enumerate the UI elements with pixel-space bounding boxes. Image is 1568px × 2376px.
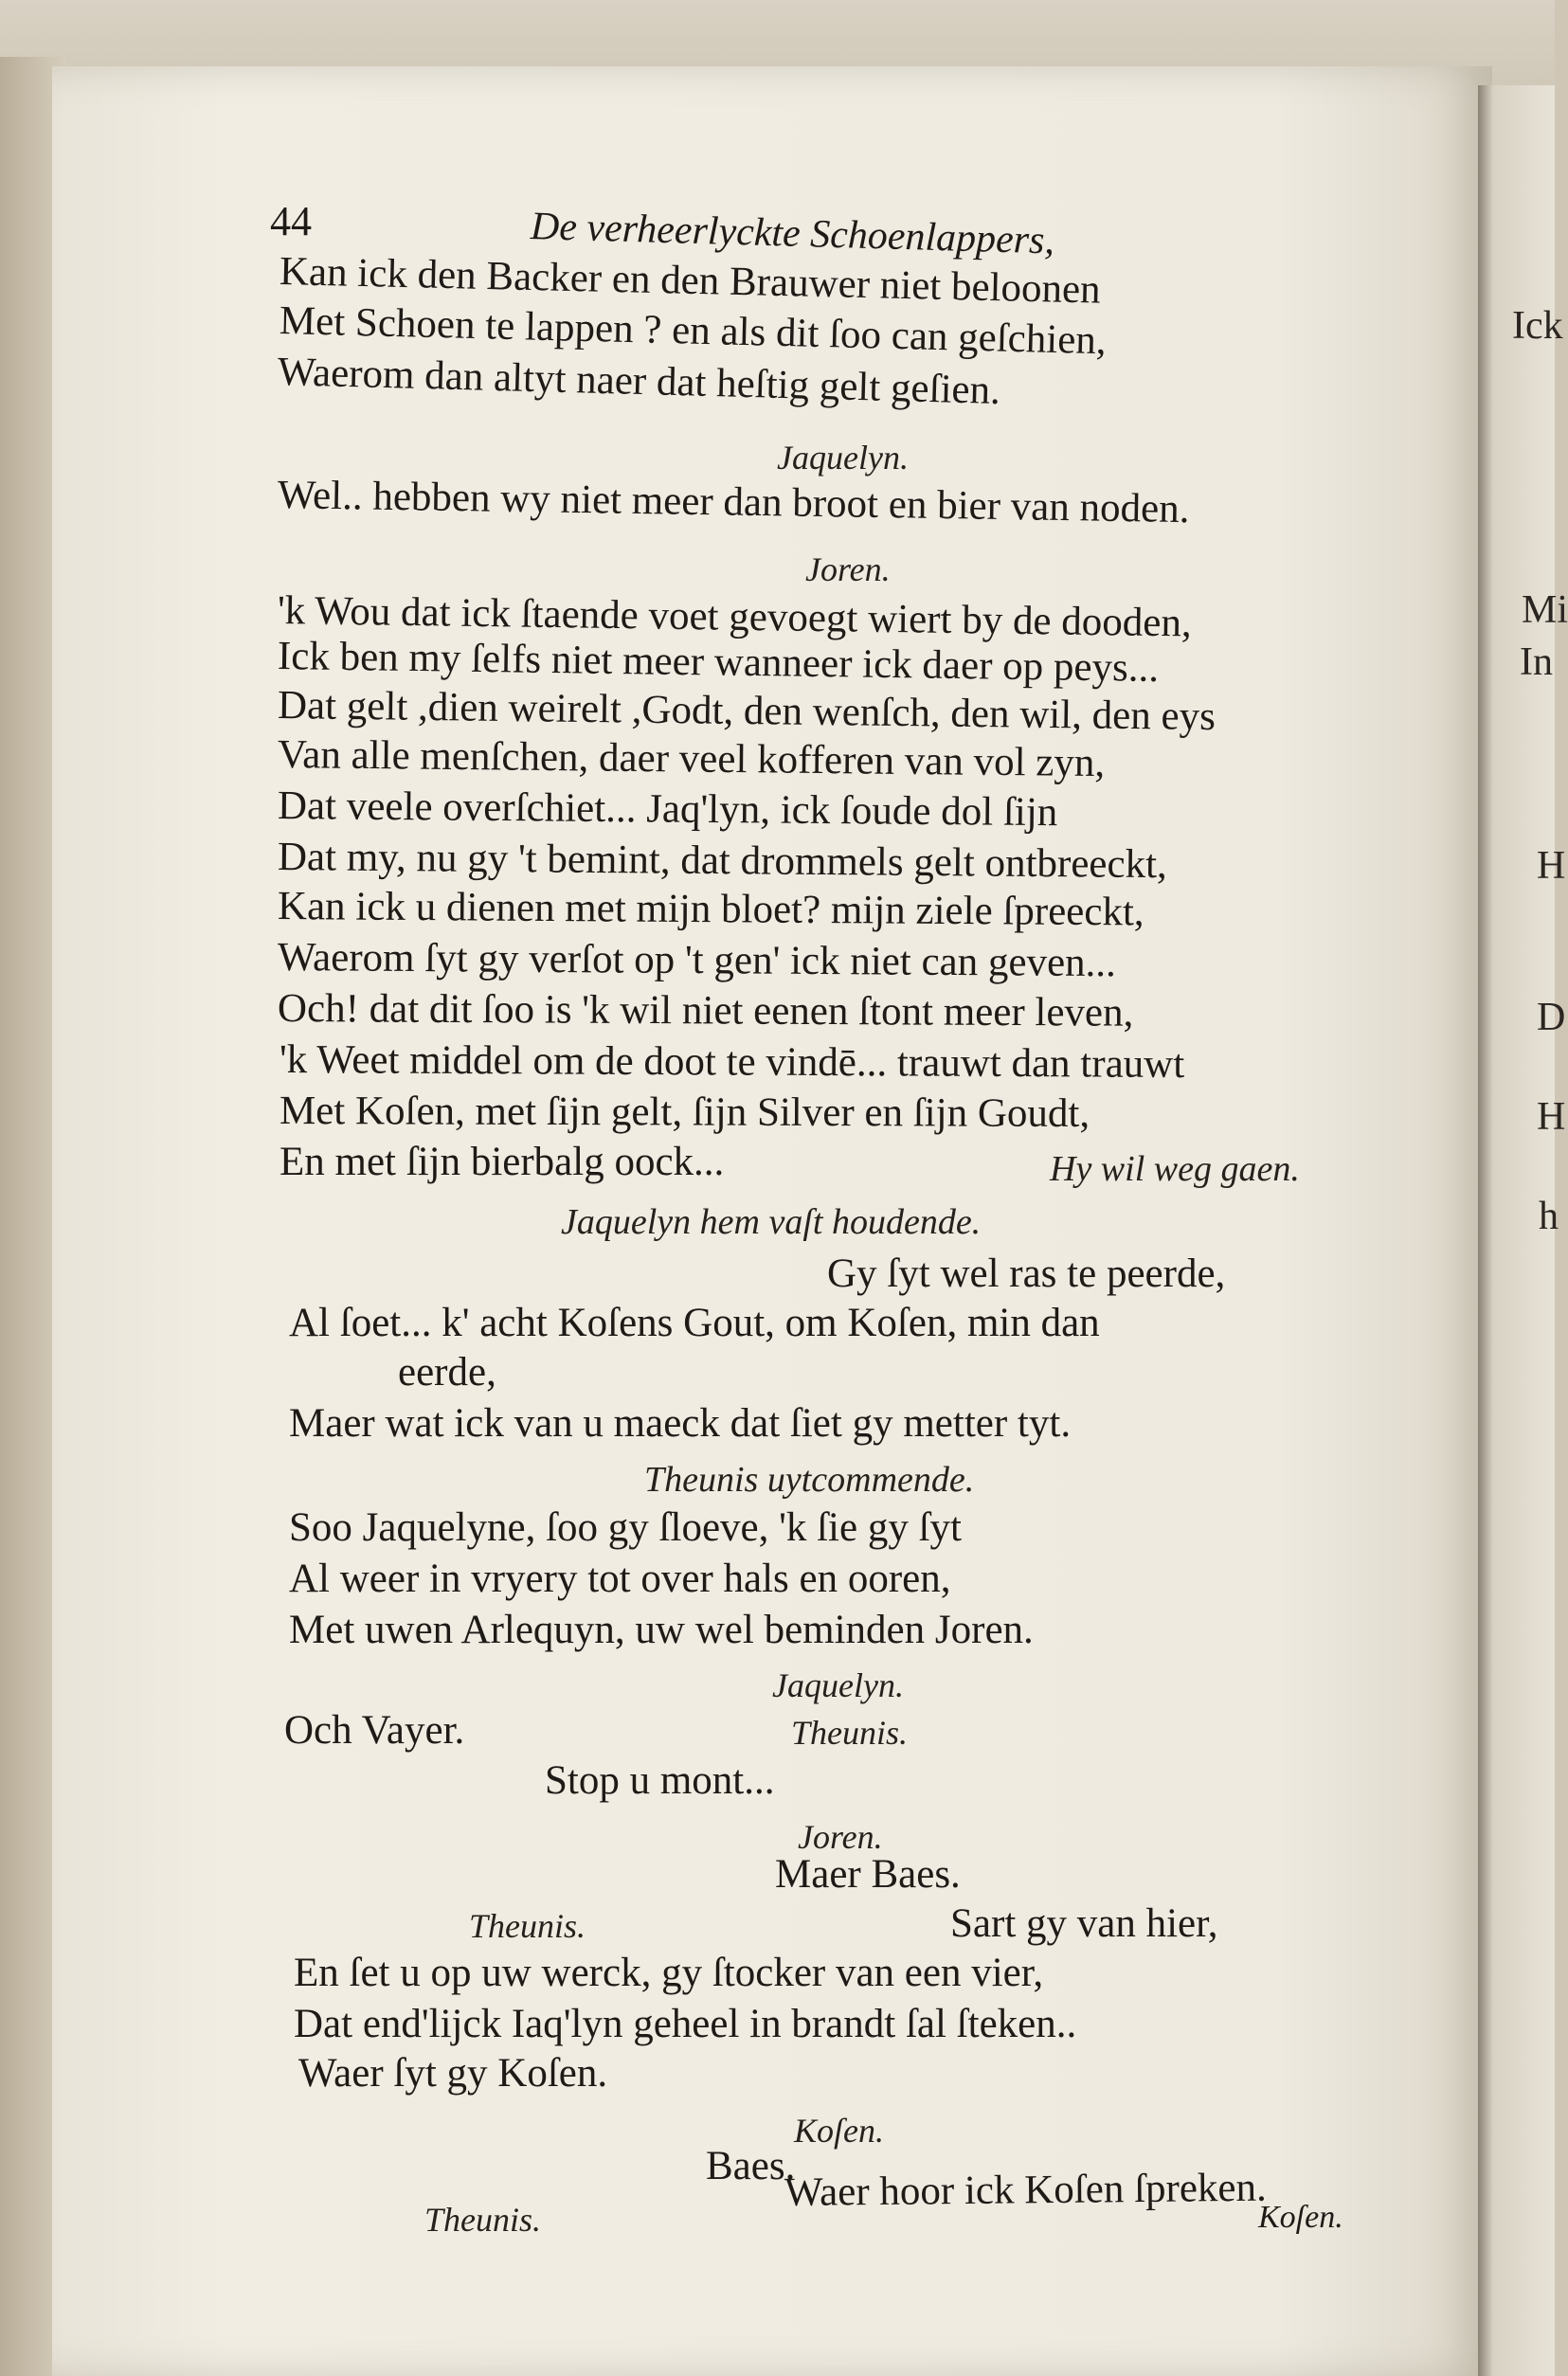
verse-line: Kan ick den Backer en den Brauwer niet beloonen <box>279 249 1102 313</box>
verse-line: Kan ick u dienen met mijn bloet? mijn ziele ſpreeckt, <box>277 884 1144 935</box>
page-number: 44 <box>270 198 312 244</box>
verse-line: Met Schoen te lappen ? en als dit ſoo can geſchien, <box>279 298 1108 364</box>
verse-line: Waerom dan altyt naer dat heſtig gelt geſien. <box>277 350 1001 413</box>
verse-line: Maer wat ick van u maeck dat ſiet gy metter tyt. <box>289 1401 1072 1446</box>
verse-line: Och! dat dit ſoo is 'k wil niet eenen ſtont meer leven, <box>277 986 1134 1035</box>
verse-line: Gy ſyt wel ras te peerde, <box>827 1251 1226 1296</box>
verse-line: Wel.. hebben wy niet meer dan broot en bier van noden. <box>277 473 1190 532</box>
facing-page-fragment: In <box>1520 640 1553 684</box>
verse-line: Dat veele overſchiet... Jaq'lyn, ick ſoude dol ſijn <box>277 783 1058 836</box>
verse-line: 'k Weet middel om de doot te vindē... trauwt dan trauwt <box>279 1037 1185 1088</box>
speaker-name: Theunis. <box>469 1907 586 1945</box>
stage-direction: Jaquelyn hem vaſt houdende. <box>561 1202 982 1242</box>
verse-line: En met ſijn bierbalg oock... <box>279 1140 725 1184</box>
speaker-name: Koſen. <box>794 2112 884 2150</box>
speaker-name: Jaquelyn. <box>772 1666 904 1704</box>
verse-line: Soo Jaquelyne, ſoo gy ſloeve, 'k ſie gy ſyt <box>289 1505 962 1550</box>
verse-line: eerde, <box>398 1350 496 1395</box>
verse-line: Waerom ſyt gy verſot op 't gen' ick niet can geven... <box>277 935 1117 986</box>
verse-line: Al weer in vryery tot over hals en ooren, <box>289 1557 951 1601</box>
verse-line: Waer hoor ick Koſen ſpreken. <box>784 2165 1267 2215</box>
verse-line: Ick ben my ſelfs niet meer wanneer ick daer op peys... <box>277 634 1160 691</box>
verse-line: En ſet u op uw werck, gy ſtocker van een vier, <box>294 1951 1044 1995</box>
facing-page-fragment: H <box>1537 844 1566 888</box>
verse-line: Stop u mont... <box>545 1758 775 1803</box>
verse-line: Dat gelt ,dien weirelt ,Godt, den wenſch, den wil, den eys <box>277 683 1217 740</box>
facing-page-fragment: H <box>1537 1095 1566 1139</box>
verse-line: Maer Baes. <box>775 1852 961 1897</box>
verse-line: 'k Wou dat ick ſtaende voet gevoegt wiert by de dooden, <box>277 588 1192 646</box>
speaker-name: Joren. <box>805 550 891 588</box>
facing-page-fragment: Mi <box>1522 588 1568 632</box>
catchword: Koſen. <box>1258 2200 1343 2235</box>
verse-line: Met uwen Arlequyn, uw wel beminden Joren. <box>289 1608 1034 1652</box>
speaker-name: Joren. <box>798 1818 883 1856</box>
stage-direction: Theunis uytcommende. <box>644 1460 975 1500</box>
verse-line: Van alle menſchen, daer veel kofferen van vol zyn, <box>277 732 1106 786</box>
facing-page-fragment: h <box>1539 1195 1559 1238</box>
verse-line: Al ſoet... k' acht Koſens Gout, om Koſen, min dan <box>289 1301 1100 1345</box>
verse-line: Dat my, nu gy 't bemint, dat drommels gelt ontbreeckt, <box>277 835 1167 888</box>
verse-line: Dat end'lijck Iaq'lyn geheel in brandt ſal ſteken.. <box>294 2002 1077 2046</box>
verse-line: Och Vayer. <box>284 1708 465 1753</box>
speaker-name: Theunis. <box>424 2201 542 2239</box>
verse-line: Met Koſen, met ſijn gelt, ſijn Silver en ſijn Goudt, <box>279 1089 1090 1136</box>
verse-line: Sart gy van hier, <box>950 1901 1218 1946</box>
facing-page-edge <box>1478 85 1568 2376</box>
verse-line: Waer ſyt gy Koſen. <box>298 2051 608 2096</box>
verse-line: Baes. <box>706 2144 796 2188</box>
facing-page-fragment: D <box>1537 996 1566 1039</box>
stage-direction: Hy wil weg gaen. <box>1050 1149 1300 1189</box>
running-title: De verheerlyckte Schoenlappers, <box>530 205 1055 263</box>
speaker-name: Theunis. <box>791 1714 909 1752</box>
facing-page-fragment: Ick <box>1512 304 1563 348</box>
speaker-name: Jaquelyn. <box>777 439 909 477</box>
